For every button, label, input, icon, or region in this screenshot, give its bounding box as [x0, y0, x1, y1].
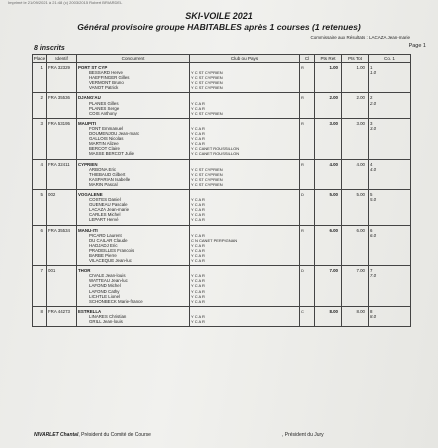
club-cell: [190, 118, 300, 126]
class-cell: [300, 111, 315, 119]
crew-row: [33, 111, 411, 119]
class-cell: [300, 217, 315, 225]
pts-tot-cell: 7.00: [342, 266, 369, 274]
crew-row: [33, 182, 411, 190]
commissaires-line: Commissaire aux Résultats : LACAZA Jean-marie: [310, 35, 410, 40]
crew-club: Y C ST CYPRIEN: [190, 111, 300, 119]
class-cell: [300, 319, 315, 327]
crew-name: MARIN Pascal: [77, 182, 190, 190]
identif-cell: FRA 32329: [47, 63, 77, 71]
crew-club: Y C ST CYPRIEN: [190, 70, 300, 75]
co1-cell: 7: [369, 266, 411, 274]
crew-name: PRADEILLES Francois: [77, 248, 190, 253]
result-entry: [33, 63, 411, 93]
page-subtitle: Général provisoire groupe HABITABLES après 1 courses (1 retenues): [77, 22, 361, 32]
pts-tot-cell: [342, 217, 369, 225]
club-cell: [190, 63, 300, 71]
crew-club: Y C ST CYPRIEN: [190, 177, 300, 182]
co1-cell: 3.0: [369, 126, 411, 131]
identif-cell: 002: [47, 189, 77, 197]
co1-cell: [369, 299, 411, 307]
crew-club: Y C A R: [190, 248, 300, 253]
crew-club: Y C A R: [190, 283, 300, 288]
club-cell: [190, 266, 300, 274]
boat-name: THOR: [77, 266, 190, 274]
president-role: , Président du Comité de Course: [78, 432, 151, 438]
place-cell: [33, 182, 47, 190]
place-cell: [33, 258, 47, 266]
col-identif: Identif: [47, 55, 77, 63]
crew-name: COIS Anthony: [77, 111, 190, 119]
crew-club: Y C A R: [190, 289, 300, 294]
crew-name: VERMONT Bruno: [77, 80, 190, 85]
page-title: SKI-VOILE 2021: [185, 11, 253, 21]
class-cell: [300, 182, 315, 190]
crew-name: VANOT Patrick: [77, 85, 190, 93]
boat-row: [33, 159, 411, 167]
co1-cell: 1: [369, 63, 411, 71]
crew-club: Y C A R: [190, 131, 300, 136]
class-cell: [300, 85, 315, 93]
crew-club: Y C ST CYPRIEN: [190, 85, 300, 93]
pts-ret-cell: 7.00: [315, 266, 342, 274]
club-cell: [190, 93, 300, 101]
pts-tot-cell: 6.00: [342, 225, 369, 233]
co1-cell: [369, 258, 411, 266]
pts-tot-cell: 5.00: [342, 189, 369, 197]
results-table: [32, 54, 411, 327]
boat-name: ESTRELLA: [77, 306, 190, 314]
entries-count: 8 inscrits: [34, 45, 65, 52]
co1-cell: 4.0: [369, 167, 411, 172]
pts-ret-cell: [315, 217, 342, 225]
co1-cell: [369, 111, 411, 119]
identif-cell: [47, 258, 77, 266]
crew-name: GUENEAU Pascale: [77, 202, 190, 207]
boat-name: CYPRIEN: [77, 159, 190, 167]
co1-cell: 1.0: [369, 70, 411, 75]
place-cell: 2: [33, 93, 47, 101]
crew-name: WATTEAU Jean-luc: [77, 278, 190, 283]
co1-cell: 7.0: [369, 273, 411, 278]
pts-tot-cell: [342, 258, 369, 266]
boat-name: VOGALENE: [77, 189, 190, 197]
boat-row: [33, 225, 411, 233]
place-cell: [33, 217, 47, 225]
co1-cell: 8.0: [369, 314, 411, 319]
pts-tot-cell: [342, 111, 369, 119]
pts-tot-cell: [342, 299, 369, 307]
crew-name: LACAZA Jean-marie: [77, 207, 190, 212]
co1-cell: [369, 151, 411, 159]
president-name: NIVARLET Chantal: [34, 432, 79, 438]
co1-cell: 4: [369, 159, 411, 167]
result-entry: [33, 225, 411, 266]
class-cell: R: [300, 159, 315, 167]
crew-club: Y C A R: [190, 106, 300, 111]
crew-name: BESSARD Herve: [77, 70, 190, 75]
crew-club: Y C CANET ROUSSILLON: [190, 146, 300, 151]
class-cell: R: [300, 118, 315, 126]
crew-club: Y C A R: [190, 314, 300, 319]
identif-cell: FRA 32411: [47, 159, 77, 167]
place-cell: [33, 319, 47, 327]
crew-club: Y C A R: [190, 294, 300, 299]
crew-name: DU CAILAR Claude: [77, 238, 190, 243]
pts-tot-cell: [342, 182, 369, 190]
place-cell: [33, 85, 47, 93]
place-cell: 5: [33, 189, 47, 197]
crew-name: ARBONA Eric: [77, 167, 190, 172]
crew-club: Y C A R: [190, 126, 300, 131]
co1-cell: [369, 217, 411, 225]
table-header-row: [33, 55, 411, 63]
pts-ret-cell: [315, 319, 342, 327]
club-cell: [190, 225, 300, 233]
crew-club: C N CANET PERPIGNAN: [190, 238, 300, 243]
result-entry: [33, 306, 411, 326]
co1-cell: 3: [369, 118, 411, 126]
page-number: Page 1: [408, 43, 426, 49]
crew-name: PICARD Laurent: [77, 233, 190, 238]
place-cell: 7: [33, 266, 47, 274]
identif-cell: [47, 299, 77, 307]
crew-club: Y C A R: [190, 233, 300, 238]
crew-name: KASPARIAN Isabelle: [77, 177, 190, 182]
crew-club: Y C A R: [190, 197, 300, 202]
class-cell: [300, 258, 315, 266]
co1-cell: [369, 319, 411, 327]
identif-cell: [47, 319, 77, 327]
pts-tot-cell: 4.00: [342, 159, 369, 167]
crew-club: Y C A R: [190, 253, 300, 258]
crew-club: Y C A R: [190, 101, 300, 106]
place-cell: [33, 111, 47, 119]
identif-cell: FRA 35536: [47, 93, 77, 101]
crew-name: GRILL Jean-louis: [77, 319, 190, 327]
crew-name: THIEBAUD Gilbert: [77, 172, 190, 177]
footer-president: [34, 432, 151, 438]
crew-name: FONT Emmanuel: [77, 126, 190, 131]
boat-row: [33, 266, 411, 274]
place-cell: [33, 299, 47, 307]
result-entry: [33, 159, 411, 189]
place-cell: [33, 151, 47, 159]
crew-name: LAFOND Cathy: [77, 289, 190, 294]
crew-row: [33, 217, 411, 225]
co1-cell: 2.0: [369, 101, 411, 106]
place-cell: 4: [33, 159, 47, 167]
crew-name: PLANES Serge: [77, 106, 190, 111]
crew-club: Y C A R: [190, 273, 300, 278]
identif-cell: FRA 53195: [47, 118, 77, 126]
crew-club: Y C ST CYPRIEN: [190, 75, 300, 80]
boat-name: DJANG'AU: [77, 93, 190, 101]
col-pts-ret: Pts Ret: [315, 55, 342, 63]
identif-cell: FRA 35534: [47, 225, 77, 233]
crew-name: LINARES Christian: [77, 314, 190, 319]
crew-name: LEPART Hervé: [77, 217, 190, 225]
crew-name: CARLES Michel: [77, 212, 190, 217]
club-cell: [190, 159, 300, 167]
crew-name: DOUMENJOU Jean-marc: [77, 131, 190, 136]
class-cell: D: [300, 266, 315, 274]
crew-club: Y C ST CYPRIEN: [190, 182, 300, 190]
identif-cell: [47, 182, 77, 190]
crew-club: Y C ST CYPRIEN: [190, 167, 300, 172]
club-cell: [190, 189, 300, 197]
class-cell: R: [300, 93, 315, 101]
crew-club: Y C CANET ROUSSILLON: [190, 151, 300, 159]
crew-row: [33, 258, 411, 266]
crew-club: Y C A R: [190, 319, 300, 327]
crew-club: Y C A R: [190, 243, 300, 248]
place-cell: 3: [33, 118, 47, 126]
crew-club: Y C A R: [190, 217, 300, 225]
col-pts-tot: Pts Tot: [342, 55, 369, 63]
crew-name: BARBE Pierre: [77, 253, 190, 258]
result-entry: [33, 93, 411, 118]
boat-name: PORT ST CYP: [77, 63, 190, 71]
pts-ret-cell: 5.00: [315, 189, 342, 197]
boat-row: [33, 189, 411, 197]
co1-cell: 8: [369, 306, 411, 314]
place-cell: 1: [33, 63, 47, 71]
identif-cell: [47, 151, 77, 159]
crew-club: Y C A R: [190, 202, 300, 207]
col-co1: Co. 1: [369, 55, 411, 63]
boat-row: [33, 306, 411, 314]
boat-row: [33, 93, 411, 101]
identif-cell: [47, 111, 77, 119]
class-cell: R: [300, 63, 315, 71]
co1-cell: 6.0: [369, 233, 411, 238]
pts-ret-cell: [315, 111, 342, 119]
identif-cell: [47, 85, 77, 93]
crew-row: [33, 151, 411, 159]
identif-cell: 001: [47, 266, 77, 274]
col-concurrent: Concurrent: [77, 55, 190, 63]
pts-tot-cell: [342, 151, 369, 159]
place-cell: 6: [33, 225, 47, 233]
crew-club: Y C A R: [190, 212, 300, 217]
co1-cell: 6: [369, 225, 411, 233]
crew-club: Y C ST CYPRIEN: [190, 80, 300, 85]
crew-name: COSTES Daniel: [77, 197, 190, 202]
pts-tot-cell: 1.00: [342, 63, 369, 71]
pts-tot-cell: [342, 319, 369, 327]
col-place: Place: [33, 55, 46, 61]
pts-ret-cell: [315, 151, 342, 159]
col-club: Club ou Pays: [190, 55, 300, 63]
crew-name: BERCOT Claire: [77, 146, 190, 151]
crew-club: Y C A R: [190, 299, 300, 307]
crew-name: CIVALE Jean-louis: [77, 273, 190, 278]
boat-name: MAUPITI: [77, 118, 190, 126]
pts-tot-cell: [342, 85, 369, 93]
crew-name: SCHONBECK Marie-france: [77, 299, 190, 307]
pts-tot-cell: 8.00: [342, 306, 369, 314]
crew-club: Y C ST CYPRIEN: [190, 172, 300, 177]
co1-cell: 5.0: [369, 197, 411, 202]
pts-tot-cell: 3.00: [342, 118, 369, 126]
footer-jury: , Président du Jury: [282, 432, 324, 438]
pts-tot-cell: 2.00: [342, 93, 369, 101]
pts-ret-cell: 8.00: [315, 306, 342, 314]
co1-cell: [369, 182, 411, 190]
crew-club: Y C A R: [190, 207, 300, 212]
crew-club: Y C A R: [190, 258, 300, 266]
col-cl: Cl: [300, 55, 315, 63]
result-entry: [33, 189, 411, 225]
print-info: Imprimé le 21/09/2021 à 21:48 (c) 2003/2015 Robert BRIARDEL: [8, 0, 123, 5]
crew-name: GALLOIS Nicolas: [77, 136, 190, 141]
club-cell: [190, 306, 300, 314]
co1-cell: [369, 85, 411, 93]
crew-name: HAEFFINGER Gilles: [77, 75, 190, 80]
class-cell: D: [300, 189, 315, 197]
class-cell: [300, 299, 315, 307]
pts-ret-cell: [315, 182, 342, 190]
identif-cell: [47, 217, 77, 225]
pts-ret-cell: 6.00: [315, 225, 342, 233]
class-cell: C: [300, 306, 315, 314]
co1-cell: 5: [369, 189, 411, 197]
crew-name: LICHTLE Lionel: [77, 294, 190, 299]
pts-ret-cell: 3.00: [315, 118, 342, 126]
class-cell: [300, 151, 315, 159]
pts-ret-cell: 2.00: [315, 93, 342, 101]
pts-ret-cell: 4.00: [315, 159, 342, 167]
crew-name: HADJADJ Eric: [77, 243, 190, 248]
pts-ret-cell: [315, 85, 342, 93]
pts-ret-cell: [315, 299, 342, 307]
result-entry: [33, 118, 411, 159]
pts-ret-cell: [315, 258, 342, 266]
crew-name: MASSE BERCOT Julie: [77, 151, 190, 159]
crew-club: Y C A R: [190, 136, 300, 141]
crew-name: PLANES Gilles: [77, 101, 190, 106]
crew-row: [33, 85, 411, 93]
crew-club: Y C A R: [190, 278, 300, 283]
crew-name: MARTIN Alizee: [77, 141, 190, 146]
boat-row: [33, 118, 411, 126]
boat-row: [33, 63, 411, 71]
crew-row: [33, 319, 411, 327]
crew-name: VILACEQUE Jean-luc: [77, 258, 190, 266]
identif-cell: FRA 44273: [47, 306, 77, 314]
crew-club: Y C A R: [190, 141, 300, 146]
boat-name: MANU-ITI: [77, 225, 190, 233]
result-entry: [33, 266, 411, 307]
place-cell: 8: [33, 306, 47, 314]
class-cell: R: [300, 225, 315, 233]
crew-name: LAFOND Michel: [77, 283, 190, 288]
crew-row: [33, 299, 411, 307]
co1-cell: 2: [369, 93, 411, 101]
pts-ret-cell: 1.00: [315, 63, 342, 71]
